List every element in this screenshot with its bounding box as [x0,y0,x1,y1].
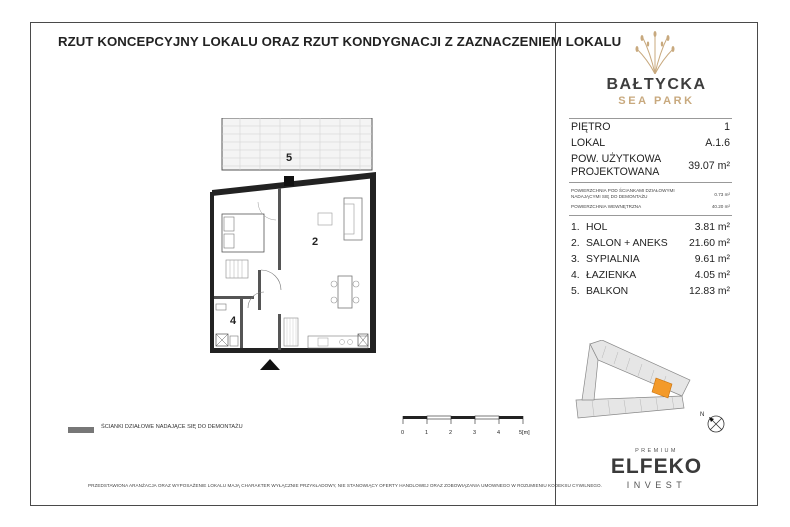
dining-table-icon [331,276,359,308]
room-name: SYPIALNIA [586,254,640,265]
area-label-line2: PROJEKTOWANA [571,166,660,178]
legend-text: ŚCIANKI DZIAŁOWE NADAJĄCE SIĘ DO DEMONTAŻU [101,424,243,430]
room-area: 9.61 m² [694,254,730,265]
room-row [571,222,607,233]
walls-area-label-line2: NADAJĄCYMI SIĘ DO DEMONTAŻU [571,194,648,199]
floor-label: PIĘTRO [571,121,611,133]
inner-area-label: POWIERZCHNIA WEWNĘTRZNA [571,204,642,209]
room-row [571,270,636,281]
legend-swatch [68,427,94,433]
room-number: 1. [571,222,580,233]
room-area: 4.05 m² [694,270,730,281]
details-rooms-rule [569,215,732,216]
details-top-rule [569,118,732,119]
room-area: 3.81 m² [694,222,730,233]
room-number: 4. [571,270,580,281]
page-title: RZUT KONCEPCYJNY LOKALU ORAZ RZUT KONDYGNACJI Z ZAZNACZENIEM LOKALU [58,34,622,49]
bathroom-fixtures [216,304,368,346]
room-row [571,286,628,297]
room-number: 2. [571,238,580,249]
floor-value: 1 [724,121,730,133]
scale-bar [398,414,534,440]
disclaimer: PRZEDSTAWIONA ARANŻACJA ORAZ WYPOSAŻENIE LOKALU MAJĄ CHARAKTER WYŁĄCZNIE PRZYKŁADOWY, NIE STANOWIĄCY OFERTY HANDLOWEJ ORAZ ZOBOWIĄZANIA UMOWNEGO W ROZUMIENIU KODEKSU CYWILNEGO. [88,483,603,488]
inner-area-value: 40.20 m² [711,204,730,209]
scale-tick-3: 3 [473,430,477,436]
room-label-balcony: 5 [286,152,293,164]
room-name: SALON + ANEKS [586,238,668,249]
developer-invest: INVEST [626,480,687,490]
room-area: 12.83 m² [688,286,730,297]
scale-tick-1: 1 [425,430,429,436]
area-label-line1: POW. UŻYTKOWA [571,153,662,165]
unit-value: A.1.6 [705,137,730,149]
developer-name: ELFEKO [610,455,703,478]
unit-label: LOKAL [571,137,606,149]
walls-area-value: 0.73 m² [714,192,730,197]
room-name: BALKON [586,286,629,297]
area-value: 39.07 m² [688,160,730,172]
details-mid-rule [569,182,732,183]
room-name: ŁAZIENKA [586,270,637,281]
room-label-bathroom: 4 [230,315,237,327]
room-row [571,254,640,265]
scale-tick-4: 4 [497,430,501,436]
scale-tick-2: 2 [449,430,453,436]
room-row [571,238,668,249]
room-label-living: 2 [312,236,319,248]
floor-plan [200,118,380,373]
entrance-marker [260,359,280,370]
sofa-icon [344,198,362,240]
room-number: 5. [571,286,580,297]
compass-icon [700,408,728,436]
developer-premium: PREMIUM [635,448,678,454]
room-area: 21.60 m² [688,238,730,249]
brand-subname: SEA PARK [618,95,695,107]
room-name: HOL [586,222,608,233]
wheat-logo-icon [590,30,720,74]
walls-area-label-line1: POWIERZCHNIA POD ŚCIANKAMI DZIAŁOWYMI [571,188,675,193]
room-number: 3. [571,254,580,265]
scale-tick-5: 5[m] [519,430,530,436]
scale-tick-0: 0 [401,430,405,436]
balcony-area [222,118,372,170]
bed-icon [222,214,264,252]
brand-name: BAŁTYCKA [606,76,707,93]
compass-north-label: N [700,412,705,418]
key-plan [572,340,705,430]
